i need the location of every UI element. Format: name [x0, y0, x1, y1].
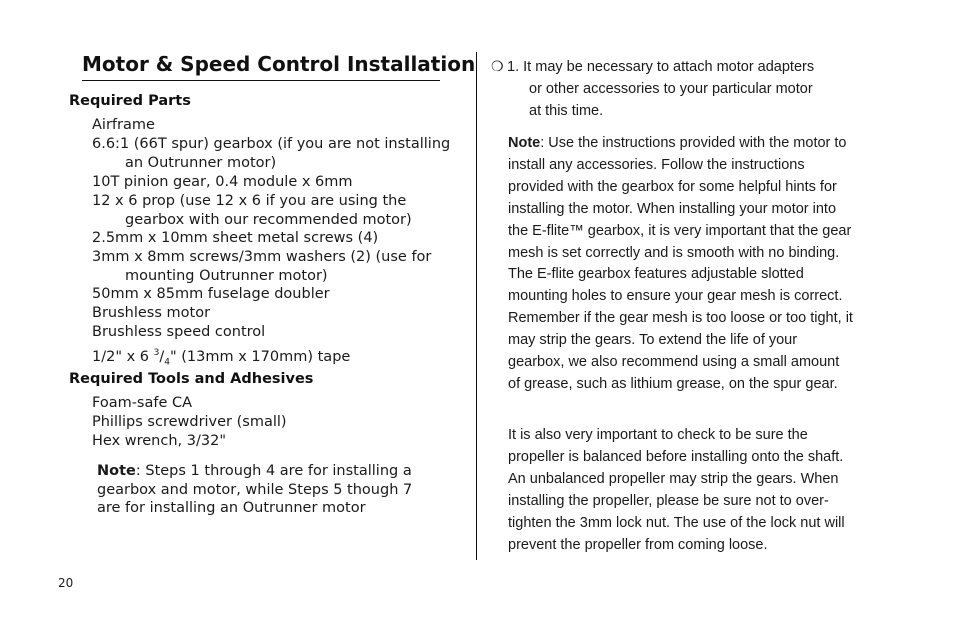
right-note: Note: Use the instructions provided with the motor to install any accessories. Follow the instructions provided with the gearbox for some helpful hints for installing the motor. When installing your motor into the E-flite™ gearbox, it is very important that the gear mesh is set correctly and is smooth with no binding. The E-flite gearbox features adjustable slotted mounting holes to ensure your gear mesh is correct. Remember if the gear mesh is too loose or too tight, it may strip the gears. To extend the life of your gearbox, we also recommend using a small amount of grease, such as lithium grease, on the spur gear.	[508, 135, 853, 392]
title-underline	[82, 80, 440, 81]
note-label: Note	[508, 135, 541, 151]
tool-item: Phillips screwdriver (small)	[92, 414, 287, 430]
part-item: 6.6:1 (66T spur) gearbox (if you are not installing an Outrunner motor)	[92, 136, 451, 171]
part-item: 10T pinion gear, 0.4 module x 6mm	[92, 174, 353, 190]
tool-item: Hex wrench, 3/32"	[92, 433, 226, 449]
part-item: 2.5mm x 10mm sheet metal screws (4)	[92, 230, 379, 246]
part-item: Brushless motor	[92, 305, 211, 321]
part-item: Airframe	[92, 117, 155, 133]
part-item-tape: 1/2" x 6 $^3/_4$" (13mm x 170mm) tape	[92, 348, 351, 368]
column-divider	[476, 52, 477, 560]
checkbox-icon: ❍	[491, 58, 504, 74]
part-item: Brushless speed control	[92, 324, 266, 340]
part-item: 50mm x 85mm fuselage doubler	[92, 286, 330, 302]
part-item: 3mm x 8mm screws/3mm washers (2) (use for mounting Outrunner motor)	[92, 249, 432, 284]
required-parts-heading: Required Parts	[69, 93, 191, 109]
tool-item: Foam-safe CA	[92, 395, 193, 411]
required-tools-heading: Required Tools and Adhesives	[69, 371, 314, 387]
page-number: 20	[58, 576, 74, 590]
step-1: ❍ 1. It may be necessary to attach motor adapters or other accessories to your particular motor at this time.	[491, 55, 814, 122]
propeller-paragraph: It is also very important to check to be sure the propeller is balanced before installing onto the shaft. An unbalanced propeller may strip the gears. When installing the propeller, please be sure not to over-tighten the 3mm lock nut. The use of the lock nut will prevent the propeller from coming loose.	[508, 427, 845, 553]
note-label: Note	[97, 463, 136, 479]
part-item: 12 x 6 prop (use 12 x 6 if you are using the gearbox with our recommended motor)	[92, 193, 412, 228]
left-note: Note: Steps 1 through 4 are for installing a gearbox and motor, while Steps 5 though 7 are for installing an Outrunner motor	[97, 463, 413, 516]
section-title: Motor & Speed Control Installation	[82, 52, 476, 76]
